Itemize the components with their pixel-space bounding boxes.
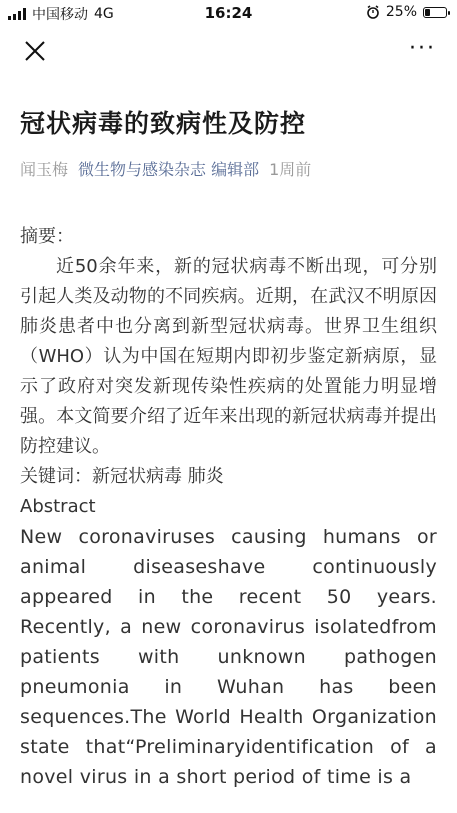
article-meta [20, 157, 311, 180]
status-time: 16:24 [204, 4, 253, 22]
article-title: 冠状病毒的致病性及防控 [20, 109, 307, 138]
abstract-label: 摘要： [20, 226, 74, 247]
account-link[interactable]: 微生物与感染杂志 编辑部 [78, 160, 260, 179]
alarm-icon [366, 5, 380, 19]
carrier-name: 中国移动 [32, 7, 88, 23]
article-body [20, 222, 437, 792]
abstract-en-label: Abstract [20, 496, 96, 517]
battery-icon [423, 7, 447, 18]
publish-time: 1周前 [269, 160, 312, 179]
author-name: 闻玉梅 [20, 160, 69, 179]
status-right [366, 4, 447, 20]
close-icon[interactable] [22, 38, 48, 64]
battery-percent: 25% [385, 4, 417, 20]
abstract-chinese: 近50余年来，新的冠状病毒不断出现，可分别引起人类及动物的不同疾病。近期，在武汉不明原因肺炎患者中也分离到新型冠状病毒。世界卫生组织（WHO）认为中国在短期内即初步鉴定新病原，显示了政府对突发新现传染性疾病的处置能力明显增强。本文简要介绍了近年来出现的新冠状病毒并提出防控建议。 [20, 256, 437, 457]
abstract-english: New coronaviruses causing humans or animal diseaseshave continuously appeared in the recent 50 years. Recently, a new coronavirus isolatedfrom patients with unknown pathogen pneumonia in Wuhan has been sequences.The World Health Organization state that“Preliminaryidentification of a novel virus in a short period of time is a [20, 526, 437, 788]
network-type: 4G [94, 6, 114, 22]
nav-bar [0, 28, 457, 76]
keywords: 关键词：新冠状病毒 肺炎 [20, 466, 224, 487]
status-bar [0, 0, 457, 26]
battery-level [425, 9, 430, 16]
more-dots-icon[interactable]: ··· [409, 36, 436, 61]
